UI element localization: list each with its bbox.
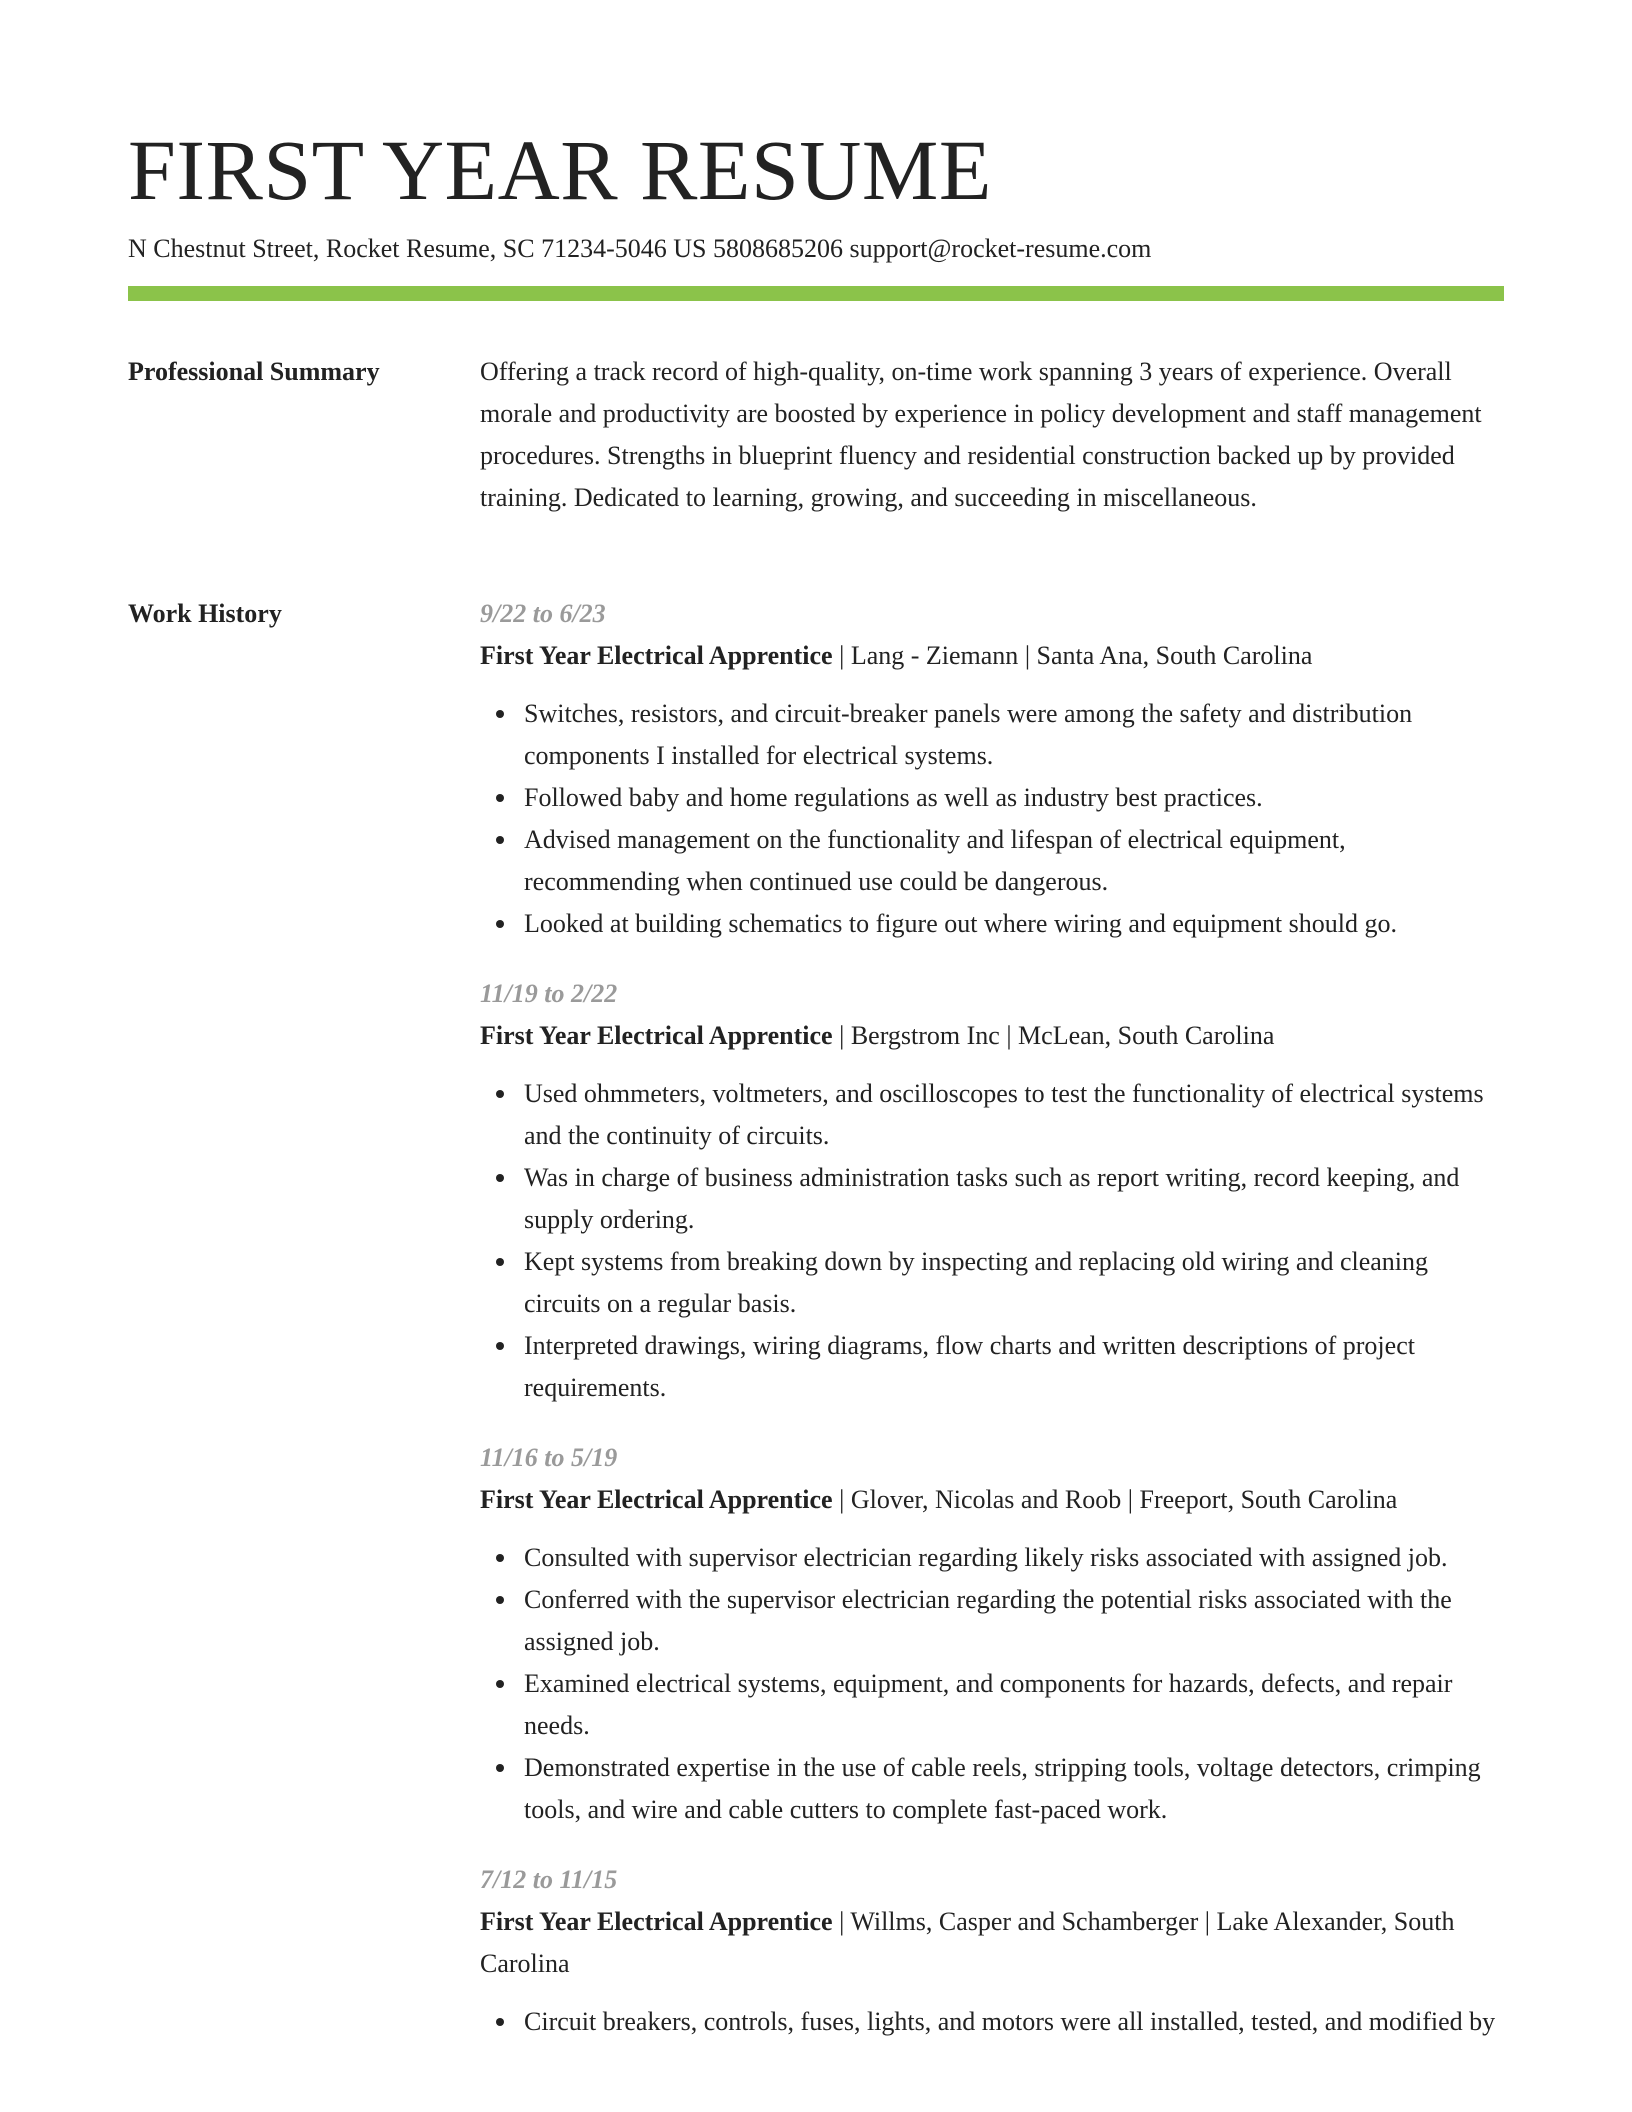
job-company: Bergstrom Inc (850, 1021, 1000, 1050)
job-heading-line (480, 1901, 1504, 1985)
job-entry (480, 1437, 1504, 1831)
job-title: First Year Electrical Apprentice (480, 641, 833, 670)
list-item: Examined electrical systems, equipment, and components for hazards, defects, and repair needs. (524, 1663, 1504, 1747)
job-location: Freeport, South Carolina (1139, 1485, 1398, 1514)
accent-divider (128, 286, 1504, 301)
job-dates: 11/16 to 5/19 (480, 1443, 618, 1472)
list-item: Looked at building schematics to figure out where wiring and equipment should go. (524, 903, 1504, 945)
job-separator: | (1121, 1485, 1140, 1514)
job-duties-list (480, 2001, 1504, 2043)
job-company: Glover, Nicolas and Roob (850, 1485, 1122, 1514)
job-duties-list (480, 693, 1504, 945)
job-separator: | (1018, 641, 1037, 670)
job-duties-list (480, 1537, 1504, 1831)
list-item: Consulted with supervisor electrician regarding likely risks associated with assigned job. (524, 1537, 1504, 1579)
list-item: Demonstrated expertise in the use of cable reels, stripping tools, voltage detectors, crimping tools, and wire and cable cutters to complete fast-paced work. (524, 1747, 1504, 1831)
job-heading-line (480, 635, 1504, 677)
resume-name: FIRST YEAR RESUME (128, 122, 992, 218)
job-dates: 11/19 to 2/22 (480, 979, 618, 1008)
job-separator: | (999, 1021, 1019, 1050)
job-duties-list (480, 1073, 1504, 1409)
job-dates: 9/22 to 6/23 (480, 599, 606, 628)
job-company: Lang - Ziemann (850, 641, 1019, 670)
job-title: First Year Electrical Apprentice (480, 1907, 833, 1936)
job-entry (480, 973, 1504, 1409)
job-location: McLean, South Carolina (1018, 1021, 1275, 1050)
summary-body (480, 351, 1504, 519)
section-title-summary: Professional Summary (128, 357, 380, 386)
list-item: Interpreted drawings, wiring diagrams, flow charts and written descriptions of project requirements. (524, 1325, 1504, 1409)
list-item: Advised management on the functionality and lifespan of electrical equipment, recommending when continued use could be dangerous. (524, 819, 1504, 903)
job-title: First Year Electrical Apprentice (480, 1485, 833, 1514)
list-item: Used ohmmeters, voltmeters, and oscilloscopes to test the functionality of electrical systems and the continuity of circuits. (524, 1073, 1504, 1157)
contact-info: N Chestnut Street, Rocket Resume, SC 71234-5046 US 5808685206 support@rocket-resume.com (128, 234, 1152, 263)
job-separator: | (1198, 1907, 1217, 1936)
list-item: Followed baby and home regulations as well as industry best practices. (524, 777, 1504, 819)
list-item: Circuit breakers, controls, fuses, lights, and motors were all installed, tested, and modified by (524, 2001, 1504, 2043)
job-heading-line (480, 1479, 1504, 1521)
job-separator: | (832, 1485, 851, 1514)
job-location: Lake Alexander, South Carolina (480, 1907, 1455, 1978)
work-history-body (480, 593, 1504, 2071)
list-item: Conferred with the supervisor electrician regarding the potential risks associated with the assigned job. (524, 1579, 1504, 1663)
job-heading-line (480, 1015, 1504, 1057)
summary-text: Offering a track record of high-quality, on-time work spanning 3 years of experience. Overall morale and productivity are boosted by experience in policy development and staff management procedures. Strengths in blueprint fluency and residential construction backed up by provided training. Dedicated to learning, growing, and succeeding in miscellaneous. (480, 357, 1482, 512)
section-title-work-history: Work History (128, 599, 282, 628)
job-title: First Year Electrical Apprentice (480, 1021, 833, 1050)
job-dates: 7/12 to 11/15 (480, 1865, 618, 1894)
job-separator: | (832, 641, 851, 670)
job-entry (480, 593, 1504, 945)
job-separator: | (832, 1021, 851, 1050)
job-location: Santa Ana, South Carolina (1036, 641, 1313, 670)
list-item: Was in charge of business administration tasks such as report writing, record keeping, and supply ordering. (524, 1157, 1504, 1241)
list-item: Kept systems from breaking down by inspecting and replacing old wiring and cleaning circuits on a regular basis. (524, 1241, 1504, 1325)
job-entry (480, 1859, 1504, 2043)
list-item: Switches, resistors, and circuit-breaker panels were among the safety and distribution components I installed for electrical systems. (524, 693, 1504, 777)
job-separator: | (832, 1907, 851, 1936)
job-company: Willms, Casper and Schamberger (850, 1907, 1199, 1936)
